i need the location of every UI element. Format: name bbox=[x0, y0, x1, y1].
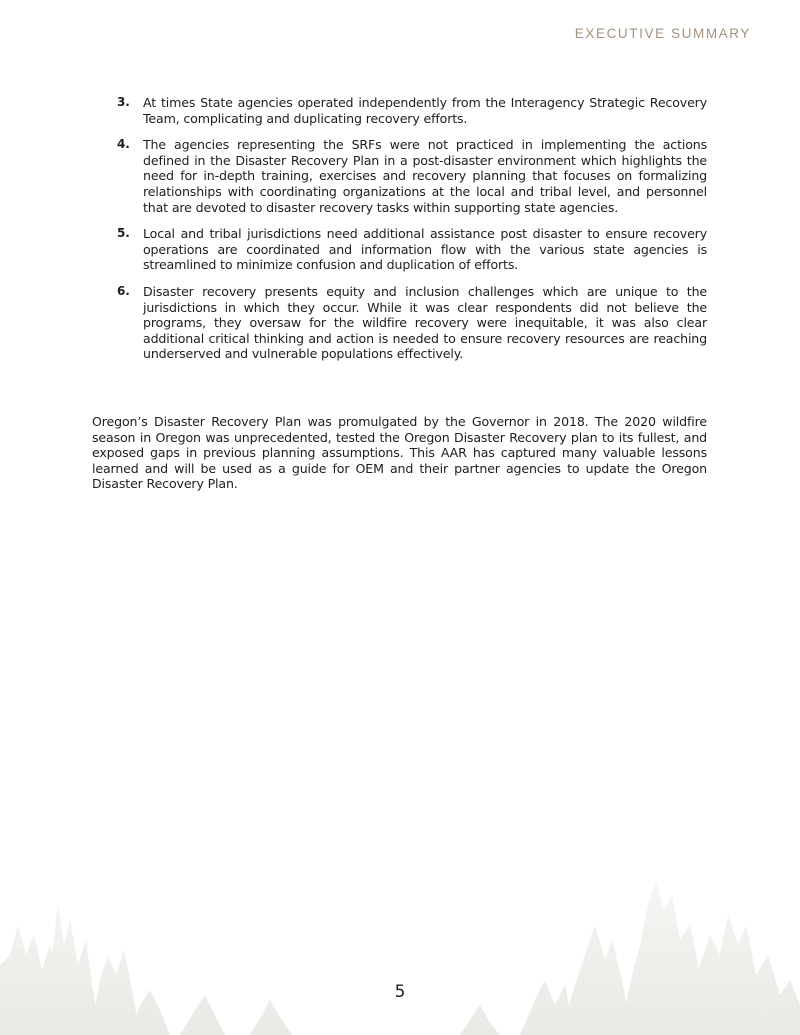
finding-text: Local and tribal jurisdictions need additional assistance post disaster to ensure recovery operations are coordinated and information flow with the various state agencies is streamlined to minimize confusion and duplication of efforts. bbox=[143, 226, 707, 273]
page-number: 5 bbox=[394, 982, 406, 1002]
finding-number: 3. bbox=[117, 95, 130, 109]
finding-text: At times State agencies operated independently from the Interagency Strategic Recovery Team, complicating and duplicating recovery efforts. bbox=[143, 95, 707, 126]
summary-paragraph: Oregon’s Disaster Recovery Plan was promulgated by the Governor in 2018. The 2020 wildfire season in Oregon was unprecedented, tested the Oregon Disaster Recovery plan to its fullest, and exposed gaps in previous planning assumptions. This AAR has captured many valuable lessons learned and will be used as a guide for OEM and their partner agencies to update the Oregon Disaster Recovery Plan. bbox=[92, 414, 707, 492]
finding-item bbox=[117, 226, 707, 273]
section-header: EXECUTIVE SUMMARY bbox=[574, 26, 751, 41]
finding-number: 4. bbox=[117, 137, 130, 152]
finding-item bbox=[117, 284, 707, 362]
findings-list bbox=[117, 95, 707, 373]
finding-item bbox=[117, 95, 707, 126]
finding-number: 6. bbox=[117, 283, 130, 298]
finding-item bbox=[117, 137, 707, 215]
finding-text: Disaster recovery presents equity and inclusion challenges which are unique to the jurisdictions in which they occur. While it was clear respondents did not believe the programs, they oversaw for the wildfire recovery were inequitable, it was also clear additional critical thinking and action is needed to ensure recovery resources are reaching underserved and vulnerable populations effectively. bbox=[143, 283, 707, 362]
finding-number: 5. bbox=[117, 226, 130, 241]
finding-text: The agencies representing the SRFs were not practiced in implementing the actions defined in the Disaster Recovery Plan in a post-disaster environment which highlights the need for in-depth training, exercises and recovery planning that focuses on formalizing relationships with coordinating organizations at the local and tribal level, and personnel that are devoted to disaster recovery tasks within supporting state agencies. bbox=[143, 137, 707, 215]
